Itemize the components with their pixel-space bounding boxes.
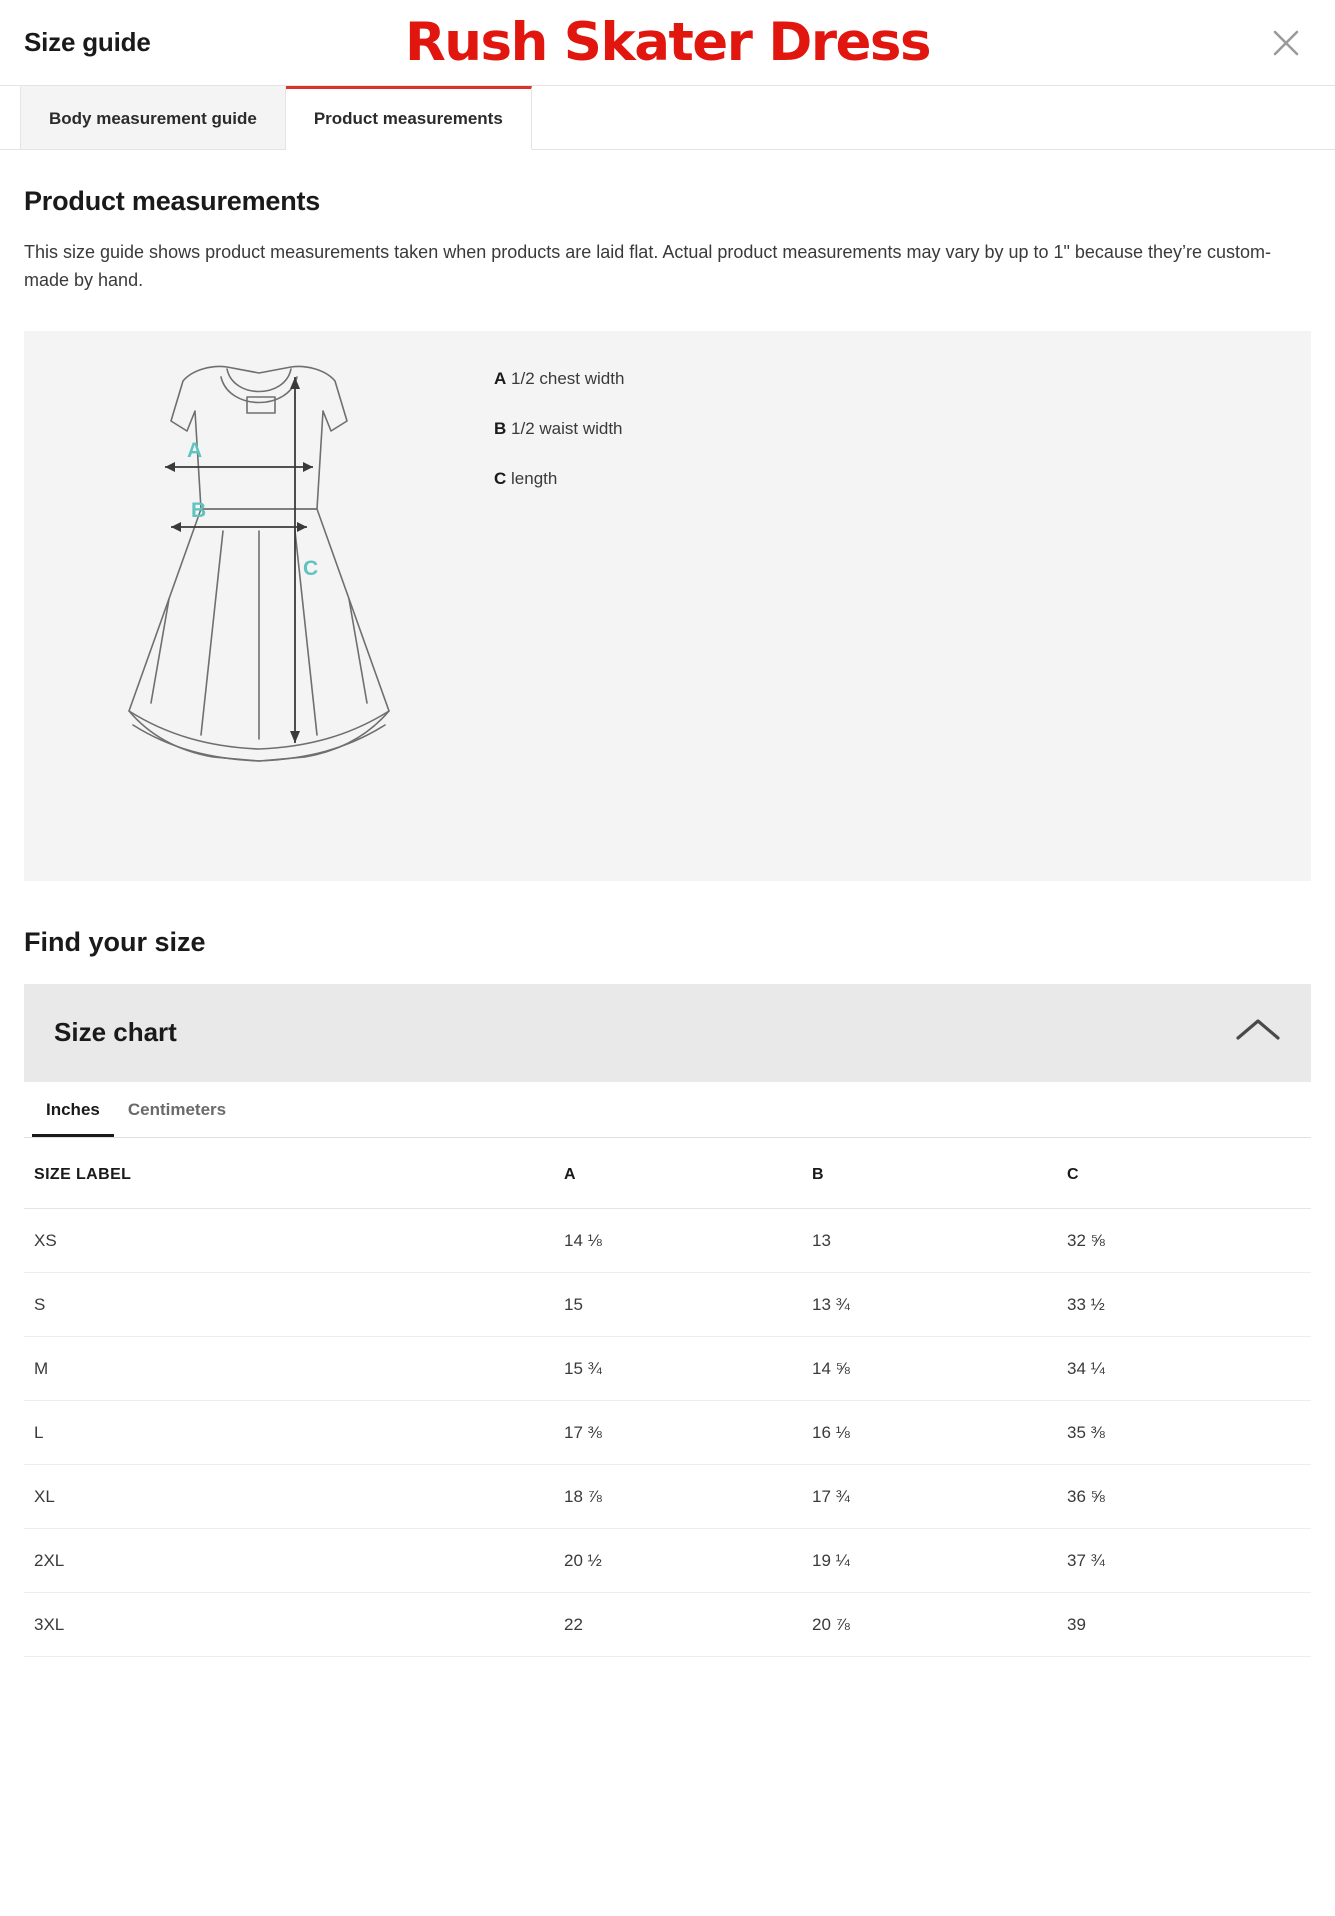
- diagram-label-a: A: [187, 438, 203, 462]
- cell-a: 20 ½: [564, 1528, 812, 1592]
- column-header-a: A: [564, 1138, 812, 1209]
- cell-a: 15 ¾: [564, 1336, 812, 1400]
- cell-size-label: 3XL: [24, 1592, 564, 1656]
- measurement-diagram-panel: [24, 331, 1311, 881]
- legend-key-b: B: [494, 418, 507, 438]
- cell-b: 13: [812, 1208, 1067, 1272]
- close-icon-glyph: [1271, 28, 1301, 58]
- measurement-legend: [494, 331, 624, 519]
- diagram-label-b: B: [191, 498, 207, 522]
- table-row: [24, 1592, 1311, 1656]
- cell-b: 19 ¼: [812, 1528, 1067, 1592]
- legend-item-c: [494, 469, 624, 489]
- chevron-up-icon[interactable]: [1235, 1016, 1281, 1049]
- cell-a: 15: [564, 1272, 812, 1336]
- cell-c: 32 ⅝: [1067, 1208, 1311, 1272]
- dress-diagram: [24, 331, 494, 799]
- modal-header: [0, 0, 1335, 86]
- size-chart-accordion-header[interactable]: [24, 984, 1311, 1082]
- legend-text-b: 1/2 waist width: [511, 418, 623, 438]
- product-name: Rush Skater Dress: [405, 12, 930, 73]
- dress-illustration: [109, 359, 409, 799]
- cell-size-label: XS: [24, 1208, 564, 1272]
- column-header-size-label: SIZE LABEL: [24, 1138, 564, 1209]
- cell-c: 35 ⅜: [1067, 1400, 1311, 1464]
- guide-tabs: [0, 86, 1335, 150]
- table-row: [24, 1208, 1311, 1272]
- table-row: [24, 1336, 1311, 1400]
- table-row: [24, 1272, 1311, 1336]
- cell-b: 16 ⅛: [812, 1400, 1067, 1464]
- cell-a: 17 ⅜: [564, 1400, 812, 1464]
- cell-c: 36 ⅝: [1067, 1464, 1311, 1528]
- cell-a: 18 ⅞: [564, 1464, 812, 1528]
- find-your-size-title: Find your size: [24, 926, 206, 957]
- unit-tabs: [24, 1082, 1311, 1138]
- column-header-b: B: [812, 1138, 1067, 1209]
- close-icon[interactable]: [1267, 24, 1305, 62]
- cell-size-label: 2XL: [24, 1528, 564, 1592]
- legend-key-a: A: [494, 368, 507, 388]
- legend-text-c: length: [511, 468, 558, 488]
- cell-size-label: XL: [24, 1464, 564, 1528]
- diagram-label-c: C: [303, 556, 319, 580]
- content-area: [0, 186, 1335, 1657]
- cell-a: 14 ⅛: [564, 1208, 812, 1272]
- cell-c: 39: [1067, 1592, 1311, 1656]
- table-row: [24, 1528, 1311, 1592]
- legend-key-c: C: [494, 468, 507, 488]
- cell-b: 14 ⅝: [812, 1336, 1067, 1400]
- section-description: This size guide shows product measurements taken when products are laid flat. Actual product measurements may vary by up to 1" because they’re custom-made by hand.: [24, 242, 1272, 290]
- page-title: Size guide: [24, 27, 151, 57]
- tab-centimeters[interactable]: Centimeters: [114, 1082, 240, 1137]
- cell-a: 22: [564, 1592, 812, 1656]
- size-chart-label: Size chart: [54, 1017, 177, 1048]
- cell-size-label: L: [24, 1400, 564, 1464]
- table-row: [24, 1464, 1311, 1528]
- legend-item-b: [494, 419, 624, 439]
- cell-size-label: M: [24, 1336, 564, 1400]
- legend-text-a: 1/2 chest width: [511, 368, 625, 388]
- cell-b: 17 ¾: [812, 1464, 1067, 1528]
- column-header-c: C: [1067, 1138, 1311, 1209]
- cell-c: 33 ½: [1067, 1272, 1311, 1336]
- legend-item-a: [494, 369, 624, 389]
- table-header-row: [24, 1138, 1311, 1209]
- cell-b: 13 ¾: [812, 1272, 1067, 1336]
- table-row: [24, 1400, 1311, 1464]
- cell-b: 20 ⅞: [812, 1592, 1067, 1656]
- section-title: Product measurements: [24, 186, 321, 216]
- tab-inches[interactable]: Inches: [32, 1082, 114, 1137]
- tab-product-measurements[interactable]: Product measurements: [286, 86, 532, 150]
- cell-c: 37 ¾: [1067, 1528, 1311, 1592]
- cell-size-label: S: [24, 1272, 564, 1336]
- tab-body-measurement-guide[interactable]: Body measurement guide: [20, 85, 286, 149]
- cell-c: 34 ¼: [1067, 1336, 1311, 1400]
- chevron-up-icon-glyph: [1235, 1016, 1281, 1044]
- size-chart-table: [24, 1138, 1311, 1657]
